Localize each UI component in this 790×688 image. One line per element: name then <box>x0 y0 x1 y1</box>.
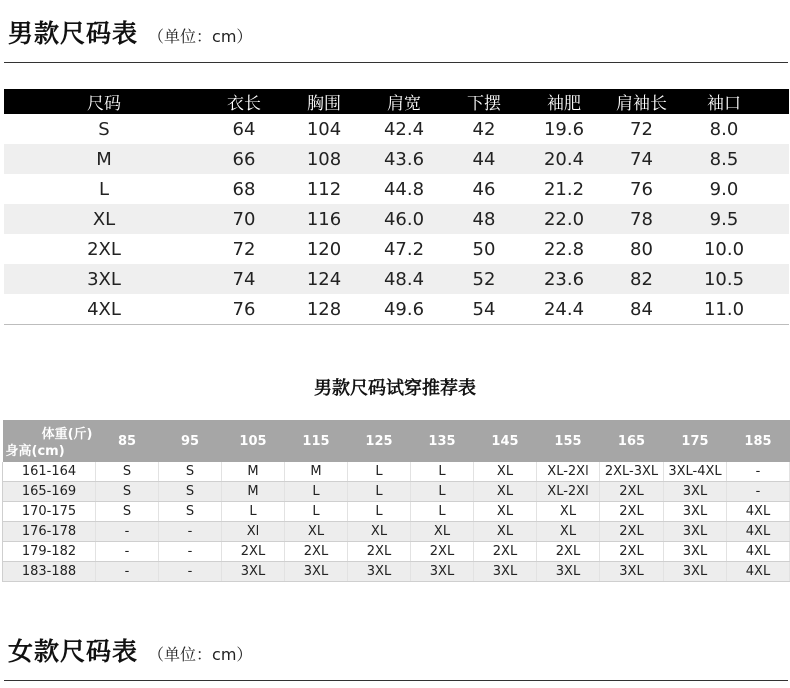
recommended-size-cell: XL <box>285 522 348 542</box>
measurement-cell: 74 <box>604 144 679 174</box>
recommended-size-cell: XL <box>474 502 537 522</box>
recommended-size-cell: 2XL <box>285 542 348 562</box>
recommended-size-cell: XL <box>474 522 537 542</box>
size-cell: 2XL <box>87 238 121 260</box>
weight-header: 165 <box>600 420 664 462</box>
measurement-cell: 104 <box>306 118 342 140</box>
measurement-cell: 80 <box>630 238 653 260</box>
row-spacer <box>769 234 789 264</box>
recommended-size-cell: 2XL <box>222 542 285 562</box>
measurement-cell: 21.2 <box>543 178 585 200</box>
recommended-size-cell: M <box>285 462 348 482</box>
weight-header: 95 <box>159 420 222 462</box>
recommended-size-cell: 2XL-3XL <box>600 462 664 482</box>
measurement-cell: 124 <box>284 264 364 294</box>
measurement-cell: 72 <box>232 238 256 260</box>
measurement-cell: 19.6 <box>543 118 585 140</box>
height-range-cell: 179-182 <box>3 542 96 562</box>
measurement-cell: 82 <box>604 264 679 294</box>
recommended-size-cell: 2XL <box>474 542 537 562</box>
row-spacer <box>769 114 789 144</box>
recommended-size-cell: S <box>96 482 159 502</box>
measurement-cell: 49.6 <box>364 294 444 325</box>
women-header-divider <box>4 680 788 681</box>
recommended-size-cell: 3XL <box>600 562 664 582</box>
measurement-cell: 76 <box>204 294 284 325</box>
recommended-size-cell: 2XL <box>537 542 600 562</box>
recommended-size-cell: - <box>159 562 222 582</box>
measurement-cell: 10.0 <box>703 238 745 260</box>
measurement-cell: 44.8 <box>383 178 425 200</box>
weight-header: 85 <box>96 420 159 462</box>
recommend-table-header-row <box>3 420 790 462</box>
measurement-cell: 112 <box>306 178 342 200</box>
recommended-size-cell: 3XL <box>474 562 537 582</box>
table-row <box>3 542 790 562</box>
column-header: 胸围 <box>284 89 364 114</box>
table-row <box>3 482 790 502</box>
measurement-cell: 120 <box>306 238 342 260</box>
recommended-size-cell: L <box>348 502 411 522</box>
measurement-cell: 76 <box>630 178 653 200</box>
measurement-cell: 47.2 <box>383 238 425 260</box>
measurement-cell: 23.6 <box>524 264 604 294</box>
column-header: 尺码 <box>4 89 204 114</box>
women-size-chart-title: 女款尺码表 <box>8 637 139 666</box>
row-spacer <box>769 294 789 325</box>
measurement-cell: 9.0 <box>709 178 739 200</box>
men-size-chart-title: 男款尺码表 <box>8 19 139 48</box>
men-size-chart-header <box>8 14 252 50</box>
recommended-size-cell: L <box>411 462 474 482</box>
recommended-size-cell: XL-2Xl <box>537 482 600 502</box>
column-header: 下摆 <box>444 89 524 114</box>
recommended-size-cell: XL <box>474 462 537 482</box>
height-range-cell: 170-175 <box>3 502 96 522</box>
measurement-cell: 54 <box>444 294 524 325</box>
recommended-size-cell: L <box>222 502 285 522</box>
recommended-size-cell: - <box>96 562 159 582</box>
recommended-size-cell: L <box>411 482 474 502</box>
weight-header: 175 <box>664 420 727 462</box>
women-size-chart-header <box>8 632 252 668</box>
measurement-cell: 10.5 <box>679 264 769 294</box>
row-spacer <box>769 264 789 294</box>
height-range-cell: 161-164 <box>3 462 96 482</box>
recommended-size-cell: 2XL <box>600 542 664 562</box>
height-range-cell: 176-178 <box>3 522 96 542</box>
measurement-cell: 46.0 <box>364 204 444 234</box>
weight-header: 125 <box>348 420 411 462</box>
size-cell: 3XL <box>4 264 204 294</box>
weight-header: 115 <box>285 420 348 462</box>
men-size-table <box>4 89 789 325</box>
measurement-cell: 48.4 <box>364 264 444 294</box>
measurement-cell: 42 <box>472 118 496 140</box>
measurement-cell: 8.0 <box>709 118 739 140</box>
column-header-spacer <box>769 89 789 114</box>
measurement-cell: 70 <box>204 204 284 234</box>
table-row <box>4 174 789 204</box>
table-row <box>4 144 789 174</box>
recommended-size-cell: 4XL <box>727 542 790 562</box>
recommended-size-cell: M <box>222 482 285 502</box>
measurement-cell: 8.5 <box>679 144 769 174</box>
recommended-size-cell: XL <box>537 522 600 542</box>
recommended-size-cell: L <box>411 502 474 522</box>
recommended-size-cell: XL <box>348 522 411 542</box>
measurement-cell: 78 <box>604 204 679 234</box>
recommended-size-cell: 3XL <box>664 502 727 522</box>
measurement-cell: 64 <box>232 118 256 140</box>
height-axis-label: 身高(cm) <box>5 444 65 459</box>
recommended-size-cell: 3XL <box>348 562 411 582</box>
measurement-cell: 52 <box>444 264 524 294</box>
recommended-size-cell: 2XL <box>348 542 411 562</box>
recommended-size-cell: 2XL <box>411 542 474 562</box>
recommended-size-cell: 4XL <box>727 502 790 522</box>
recommended-size-cell: XL <box>537 502 600 522</box>
size-cell: S <box>98 118 110 140</box>
recommended-size-cell: 2XL <box>600 522 664 542</box>
recommended-size-cell: S <box>96 462 159 482</box>
height-range-cell: 183-188 <box>3 562 96 582</box>
column-header: 袖肥 <box>524 89 604 114</box>
recommended-size-cell: - <box>727 482 790 502</box>
header-divider <box>4 62 788 63</box>
recommended-size-cell: XL <box>474 482 537 502</box>
size-cell: M <box>4 144 204 174</box>
corner-header <box>3 420 96 462</box>
row-spacer <box>769 174 789 204</box>
recommended-size-cell: - <box>96 522 159 542</box>
measurement-cell: 68 <box>232 178 256 200</box>
height-range-cell: 165-169 <box>3 482 96 502</box>
recommended-size-cell: 2XL <box>600 502 664 522</box>
recommended-size-cell: S <box>159 462 222 482</box>
measurement-cell: 46 <box>472 178 496 200</box>
size-cell: L <box>98 178 110 200</box>
measurement-cell: 24.4 <box>524 294 604 325</box>
measurement-cell: 74 <box>204 264 284 294</box>
recommended-size-cell: L <box>285 502 348 522</box>
recommended-size-cell: M <box>222 462 285 482</box>
measurement-cell: 42.4 <box>383 118 425 140</box>
recommended-size-cell: L <box>348 482 411 502</box>
column-header: 肩袖长 <box>604 89 679 114</box>
recommended-size-cell: 3XL-4XL <box>664 462 727 482</box>
recommended-size-cell: S <box>159 482 222 502</box>
table-row <box>4 114 789 144</box>
men-size-table-header-row <box>4 89 789 114</box>
table-row <box>4 234 789 264</box>
row-spacer <box>769 204 789 234</box>
recommended-size-cell: 3XL <box>664 562 727 582</box>
measurement-cell: 128 <box>284 294 364 325</box>
recommended-size-cell: - <box>159 542 222 562</box>
recommended-size-cell: 3XL <box>411 562 474 582</box>
women-size-chart-unit: （单位：cm） <box>148 645 253 664</box>
recommend-table-title: 男款尺码试穿推荐表 <box>314 378 476 399</box>
column-header: 肩宽 <box>364 89 444 114</box>
table-row <box>3 562 790 582</box>
measurement-cell: 72 <box>630 118 653 140</box>
weight-axis-label: 体重(斤) <box>41 427 93 442</box>
recommended-size-cell: XL-2Xl <box>537 462 600 482</box>
table-row <box>3 522 790 542</box>
men-size-chart-unit: （单位：cm） <box>148 27 253 46</box>
measurement-cell: 116 <box>284 204 364 234</box>
measurement-cell: 48 <box>444 204 524 234</box>
recommended-size-cell: Xl <box>222 522 285 542</box>
recommended-size-cell: - <box>96 542 159 562</box>
column-header: 衣长 <box>204 89 284 114</box>
measurement-cell: 50 <box>472 238 496 260</box>
recommended-size-cell: S <box>159 502 222 522</box>
recommended-size-cell: XL <box>411 522 474 542</box>
recommended-size-cell: 3XL <box>537 562 600 582</box>
recommended-size-cell: L <box>285 482 348 502</box>
weight-header: 105 <box>222 420 285 462</box>
weight-header: 145 <box>474 420 537 462</box>
measurement-cell: 44 <box>444 144 524 174</box>
measurement-cell: 84 <box>604 294 679 325</box>
recommended-size-cell: - <box>727 462 790 482</box>
measurement-cell: 22.0 <box>524 204 604 234</box>
recommended-size-cell: L <box>348 462 411 482</box>
size-cell: XL <box>4 204 204 234</box>
measurement-cell: 66 <box>204 144 284 174</box>
measurement-cell: 11.0 <box>679 294 769 325</box>
recommended-size-cell: S <box>96 502 159 522</box>
recommended-size-cell: 4XL <box>727 522 790 542</box>
measurement-cell: 20.4 <box>524 144 604 174</box>
table-row <box>4 264 789 294</box>
recommended-size-cell: 3XL <box>664 522 727 542</box>
table-row <box>3 502 790 522</box>
recommend-size-table <box>2 420 790 582</box>
measurement-cell: 43.6 <box>364 144 444 174</box>
recommended-size-cell: 4XL <box>727 562 790 582</box>
measurement-cell: 108 <box>284 144 364 174</box>
weight-header: 135 <box>411 420 474 462</box>
measurement-cell: 9.5 <box>679 204 769 234</box>
recommended-size-cell: 3XL <box>664 482 727 502</box>
recommended-size-cell: 2XL <box>600 482 664 502</box>
table-row <box>3 462 790 482</box>
weight-header: 185 <box>727 420 790 462</box>
row-spacer <box>769 144 789 174</box>
table-row <box>4 294 789 325</box>
recommended-size-cell: 3XL <box>285 562 348 582</box>
table-row <box>4 204 789 234</box>
recommended-size-cell: 3XL <box>664 542 727 562</box>
size-cell: 4XL <box>4 294 204 325</box>
recommended-size-cell: - <box>159 522 222 542</box>
recommended-size-cell: 3XL <box>222 562 285 582</box>
weight-header: 155 <box>537 420 600 462</box>
measurement-cell: 22.8 <box>543 238 585 260</box>
column-header: 袖口 <box>679 89 769 114</box>
